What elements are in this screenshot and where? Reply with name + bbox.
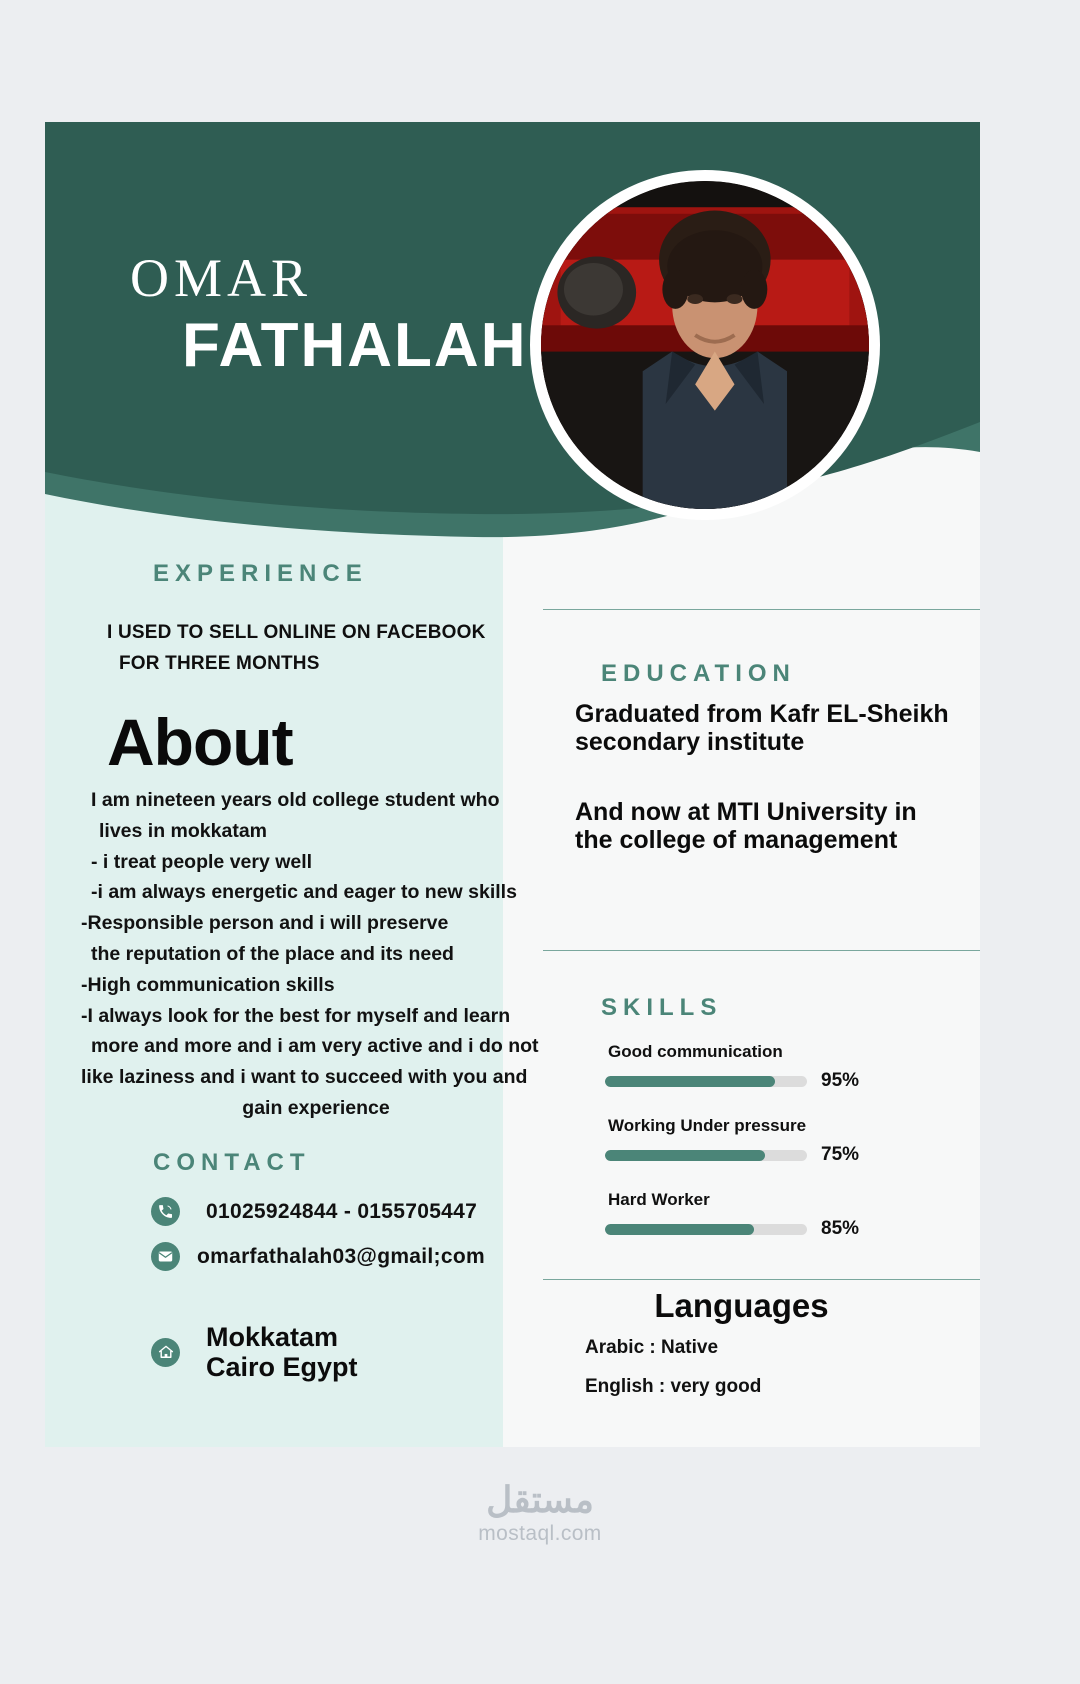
skill-progress-track	[605, 1224, 807, 1235]
cv-sheet	[45, 122, 980, 1447]
skill-percent: 95%	[821, 1070, 860, 1091]
address-text	[206, 1322, 358, 1382]
experience-line-1: I USED TO SELL ONLINE ON FACEBOOK	[107, 622, 486, 643]
languages-list	[585, 1337, 965, 1415]
about-line-9: more and more and i am very active and i do not	[91, 1035, 539, 1058]
experience-lines	[107, 617, 507, 680]
first-name: OMAR	[130, 248, 313, 308]
about-line-6: the reputation of the place and its need	[91, 942, 454, 965]
skill-label: Hard Worker	[608, 1190, 710, 1209]
last-name: FATHALAH	[182, 310, 528, 380]
education-item-1	[575, 700, 980, 756]
divider-education-bottom	[543, 950, 980, 951]
skill-progress-track	[605, 1076, 807, 1087]
experience-line-2: FOR THREE MONTHS	[119, 653, 320, 675]
profile-photo	[541, 181, 869, 509]
contact-row-address	[151, 1322, 358, 1382]
education-item-2-line-1: And now at MTI University in	[575, 798, 917, 826]
skill-progress-fill	[605, 1224, 754, 1235]
skill-item	[605, 1190, 980, 1240]
divider-skills-bottom	[543, 1279, 980, 1280]
phone-icon	[151, 1197, 180, 1226]
about-line-11: gain experience	[242, 1096, 390, 1119]
address-line-1: Mokkatam	[206, 1322, 339, 1352]
about-line-8: -I always look for the best for myself and learn	[81, 1004, 511, 1027]
skill-item	[605, 1116, 980, 1166]
mostaql-logo: مستقل	[486, 1479, 594, 1520]
skill-label: Good communication	[608, 1042, 783, 1061]
skills-heading: SKILLS	[601, 994, 723, 1021]
about-line-10: like laziness and i want to succeed with you and	[81, 1066, 528, 1089]
address-line-2: Cairo Egypt	[206, 1352, 358, 1383]
name-block	[130, 250, 527, 378]
contact-list	[151, 1197, 521, 1287]
contact-row-email[interactable]	[151, 1242, 521, 1271]
about-line-7: -High communication skills	[81, 973, 335, 996]
skill-label: Working Under pressure	[608, 1116, 807, 1135]
about-line-2: lives in mokkatam	[99, 819, 267, 842]
avatar	[530, 170, 880, 520]
skill-progress-fill	[605, 1150, 765, 1161]
education-item-2	[575, 798, 980, 854]
skill-item	[605, 1042, 980, 1092]
about-body	[81, 785, 551, 1124]
about-line-1: I am nineteen years old college student who	[91, 789, 500, 811]
about-heading: About	[107, 705, 293, 779]
education-item-1-line-2: secondary institute	[575, 728, 805, 756]
about-line-3: - i treat people very well	[91, 850, 313, 873]
experience-heading: EXPERIENCE	[153, 560, 368, 587]
watermark	[0, 1480, 1080, 1546]
skills-list	[605, 1042, 980, 1264]
education-heading: EDUCATION	[601, 660, 796, 687]
language-item: Arabic : Native	[585, 1337, 719, 1358]
language-item: English : very good	[585, 1376, 762, 1397]
skill-percent: 85%	[821, 1218, 860, 1239]
contact-row-phone[interactable]	[151, 1197, 521, 1226]
about-line-5: -Responsible person and i will preserve	[81, 912, 449, 935]
mostaql-url: mostaql.com	[478, 1521, 602, 1545]
contact-heading: CONTACT	[153, 1149, 311, 1176]
skill-percent: 75%	[821, 1144, 860, 1165]
skill-progress-fill	[605, 1076, 775, 1087]
education-item-2-line-2: the college of management	[575, 826, 898, 854]
envelope-icon	[151, 1242, 180, 1271]
education-item-1-line-1: Graduated from Kafr EL-Sheikh	[575, 700, 949, 728]
about-line-4: -i am always energetic and eager to new skills	[91, 881, 517, 904]
divider-education-top	[543, 609, 980, 610]
languages-heading: Languages	[654, 1287, 829, 1324]
email-address: omarfathalah03@gmail;com	[197, 1244, 485, 1268]
phone-number: 01025924844 - 0155705447	[206, 1199, 478, 1223]
skill-progress-track	[605, 1150, 807, 1161]
education-list	[575, 700, 980, 854]
home-icon	[151, 1338, 180, 1367]
